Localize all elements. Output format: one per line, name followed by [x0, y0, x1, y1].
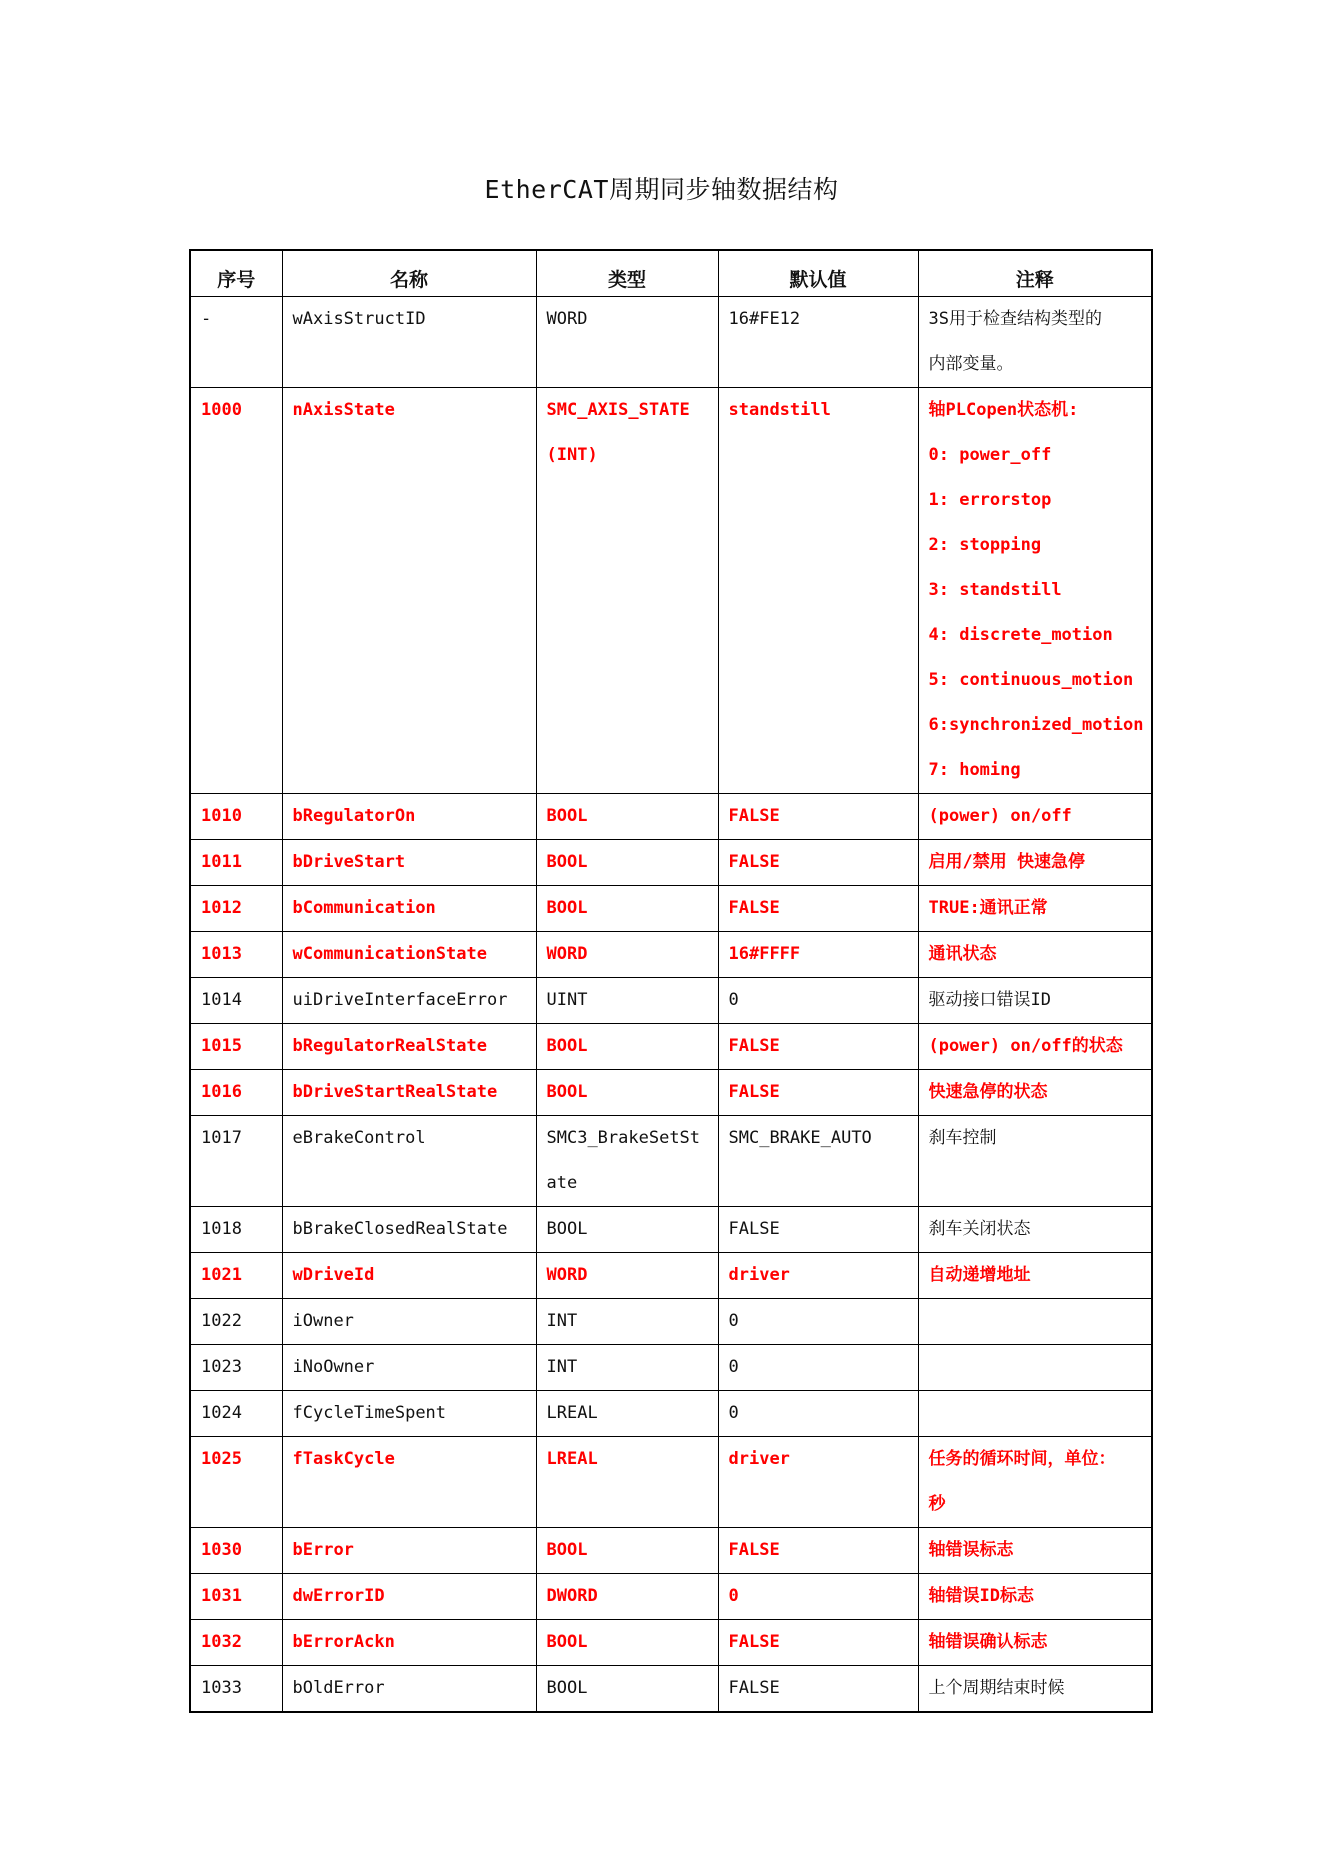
- cell-name: fCycleTimeSpent: [282, 1391, 536, 1437]
- cell-name: bDriveStart: [282, 840, 536, 886]
- cell-type: SMC3_BrakeSetState: [536, 1116, 718, 1207]
- table-row: [190, 794, 1152, 840]
- cell-name: bError: [282, 1528, 536, 1574]
- cell-no: 1031: [190, 1574, 282, 1620]
- cell-type: BOOL: [536, 1620, 718, 1666]
- note-line: 通讯状态: [928, 944, 997, 964]
- cell-default: FALSE: [718, 840, 918, 886]
- note-line: 5: continuous_motion: [928, 670, 1134, 690]
- cell-note: [918, 932, 1152, 978]
- header-name: 名称: [282, 250, 536, 297]
- note-line: 任务的循环时间，单位：: [928, 1449, 1116, 1469]
- axis-data-table: [189, 249, 1153, 1713]
- cell-type: DWORD: [536, 1574, 718, 1620]
- document-title: EtherCAT周期同步轴数据结构: [484, 175, 839, 204]
- cell-no: 1030: [190, 1528, 282, 1574]
- cell-type: BOOL: [536, 1207, 718, 1253]
- cell-note: [918, 1666, 1152, 1713]
- table-header-row: [190, 250, 1152, 297]
- note-line: 0: power_off: [928, 445, 1052, 465]
- note-line: (power) on/off的状态: [928, 1036, 1123, 1056]
- cell-name: dwErrorID: [282, 1574, 536, 1620]
- cell-type: WORD: [536, 297, 718, 388]
- cell-no: 1018: [190, 1207, 282, 1253]
- note-line: 秒: [928, 1494, 946, 1514]
- cell-note: [918, 1299, 1152, 1345]
- cell-type: LREAL: [536, 1391, 718, 1437]
- cell-name: bRegulatorOn: [282, 794, 536, 840]
- cell-type: BOOL: [536, 1528, 718, 1574]
- cell-type: INT: [536, 1345, 718, 1391]
- cell-default: 0: [718, 1391, 918, 1437]
- note-line: 驱动接口错误ID: [928, 990, 1051, 1010]
- cell-no: 1012: [190, 886, 282, 932]
- cell-note: [918, 1620, 1152, 1666]
- cell-name: wDriveId: [282, 1253, 536, 1299]
- cell-type: BOOL: [536, 886, 718, 932]
- table-row: [190, 978, 1152, 1024]
- cell-no: 1015: [190, 1024, 282, 1070]
- cell-name: eBrakeControl: [282, 1116, 536, 1207]
- cell-no: 1032: [190, 1620, 282, 1666]
- table-row: [190, 1437, 1152, 1528]
- note-line: 自动递增地址: [928, 1265, 1031, 1285]
- cell-name: wCommunicationState: [282, 932, 536, 978]
- cell-note: [918, 1574, 1152, 1620]
- cell-no: 1011: [190, 840, 282, 886]
- cell-name: nAxisState: [282, 388, 536, 794]
- cell-note: [918, 1345, 1152, 1391]
- cell-note: [918, 1391, 1152, 1437]
- cell-note: [918, 388, 1152, 794]
- cell-type: BOOL: [536, 794, 718, 840]
- cell-name: bBrakeClosedRealState: [282, 1207, 536, 1253]
- cell-no: -: [190, 297, 282, 388]
- table-row: [190, 932, 1152, 978]
- cell-name: bDriveStartRealState: [282, 1070, 536, 1116]
- cell-no: 1021: [190, 1253, 282, 1299]
- note-line: 3: standstill: [928, 580, 1062, 600]
- cell-name: iNoOwner: [282, 1345, 536, 1391]
- note-line: 3S用于检查结构类型的: [928, 309, 1102, 329]
- table-row: [190, 1024, 1152, 1070]
- cell-type: BOOL: [536, 840, 718, 886]
- cell-name: bOldError: [282, 1666, 536, 1713]
- cell-note: [918, 1116, 1152, 1207]
- table-row: [190, 1299, 1152, 1345]
- cell-default: FALSE: [718, 1207, 918, 1253]
- cell-default: driver: [718, 1437, 918, 1528]
- cell-name: bErrorAckn: [282, 1620, 536, 1666]
- table-row: [190, 388, 1152, 794]
- cell-type: UINT: [536, 978, 718, 1024]
- cell-no: 1022: [190, 1299, 282, 1345]
- table-row: [190, 1116, 1152, 1207]
- cell-no: 1023: [190, 1345, 282, 1391]
- cell-note: [918, 1437, 1152, 1528]
- cell-note: [918, 1070, 1152, 1116]
- cell-name: bRegulatorRealState: [282, 1024, 536, 1070]
- table-row: [190, 1345, 1152, 1391]
- cell-type: BOOL: [536, 1070, 718, 1116]
- cell-default: standstill: [718, 388, 918, 794]
- cell-name: fTaskCycle: [282, 1437, 536, 1528]
- table-row: [190, 297, 1152, 388]
- cell-default: 0: [718, 1574, 918, 1620]
- cell-type: WORD: [536, 932, 718, 978]
- note-line: 轴错误标志: [928, 1540, 1014, 1560]
- cell-no: 1024: [190, 1391, 282, 1437]
- cell-default: FALSE: [718, 1666, 918, 1713]
- cell-default: FALSE: [718, 1620, 918, 1666]
- cell-no: 1014: [190, 978, 282, 1024]
- header-type: 类型: [536, 250, 718, 297]
- cell-note: [918, 978, 1152, 1024]
- table-row: [190, 1666, 1152, 1713]
- table-row: [190, 1253, 1152, 1299]
- note-line: 快速急停的状态: [928, 1082, 1048, 1102]
- table-row: [190, 840, 1152, 886]
- cell-note: [918, 1207, 1152, 1253]
- table-row: [190, 1207, 1152, 1253]
- note-line: 2: stopping: [928, 535, 1042, 555]
- table-row: [190, 1528, 1152, 1574]
- header-no: 序号: [190, 250, 282, 297]
- note-line: TRUE:通讯正常: [928, 898, 1048, 918]
- cell-default: driver: [718, 1253, 918, 1299]
- cell-default: 0: [718, 1299, 918, 1345]
- table-row: [190, 1574, 1152, 1620]
- cell-type: BOOL: [536, 1666, 718, 1713]
- cell-default: FALSE: [718, 1070, 918, 1116]
- note-line: 轴错误ID标志: [928, 1586, 1034, 1606]
- cell-note: [918, 1253, 1152, 1299]
- cell-name: wAxisStructID: [282, 297, 536, 388]
- cell-default: 0: [718, 978, 918, 1024]
- cell-name: uiDriveInterfaceError: [282, 978, 536, 1024]
- cell-type: BOOL: [536, 1024, 718, 1070]
- cell-type: LREAL: [536, 1437, 718, 1528]
- header-default: 默认值: [718, 250, 918, 297]
- note-line: 上个周期结束时候: [928, 1678, 1065, 1698]
- table-row: [190, 1391, 1152, 1437]
- cell-no: 1010: [190, 794, 282, 840]
- cell-default: FALSE: [718, 1024, 918, 1070]
- header-note: 注释: [918, 250, 1152, 297]
- cell-default: 16#FE12: [718, 297, 918, 388]
- cell-default: FALSE: [718, 794, 918, 840]
- table-row: [190, 1620, 1152, 1666]
- cell-no: 1000: [190, 388, 282, 794]
- cell-default: FALSE: [718, 886, 918, 932]
- note-line: 6:synchronized_motion: [928, 715, 1144, 735]
- cell-note: [918, 794, 1152, 840]
- note-line: 轴PLCopen状态机:: [928, 400, 1079, 420]
- cell-default: 0: [718, 1345, 918, 1391]
- cell-no: 1016: [190, 1070, 282, 1116]
- note-line: (power) on/off: [928, 806, 1072, 826]
- table-body: [190, 297, 1152, 1713]
- cell-default: SMC_BRAKE_AUTO: [718, 1116, 918, 1207]
- cell-default: 16#FFFF: [718, 932, 918, 978]
- cell-note: [918, 886, 1152, 932]
- cell-name: iOwner: [282, 1299, 536, 1345]
- cell-type: SMC_AXIS_STATE (INT): [536, 388, 718, 794]
- cell-default: FALSE: [718, 1528, 918, 1574]
- cell-note: [918, 1528, 1152, 1574]
- cell-no: 1025: [190, 1437, 282, 1528]
- note-line: 刹车关闭状态: [928, 1219, 1031, 1239]
- cell-name: bCommunication: [282, 886, 536, 932]
- cell-note: [918, 297, 1152, 388]
- note-line: 刹车控制: [928, 1128, 997, 1148]
- cell-no: 1033: [190, 1666, 282, 1713]
- note-line: 内部变量。: [928, 354, 1014, 374]
- note-line: 7: homing: [928, 760, 1021, 780]
- note-line: 4: discrete_motion: [928, 625, 1113, 645]
- cell-note: [918, 1024, 1152, 1070]
- cell-note: [918, 840, 1152, 886]
- cell-no: 1013: [190, 932, 282, 978]
- note-line: 启用/禁用 快速急停: [928, 852, 1085, 872]
- table-row: [190, 886, 1152, 932]
- note-line: 1: errorstop: [928, 490, 1052, 510]
- cell-type: WORD: [536, 1253, 718, 1299]
- note-line: 轴错误确认标志: [928, 1632, 1048, 1652]
- cell-no: 1017: [190, 1116, 282, 1207]
- cell-type: INT: [536, 1299, 718, 1345]
- table-row: [190, 1070, 1152, 1116]
